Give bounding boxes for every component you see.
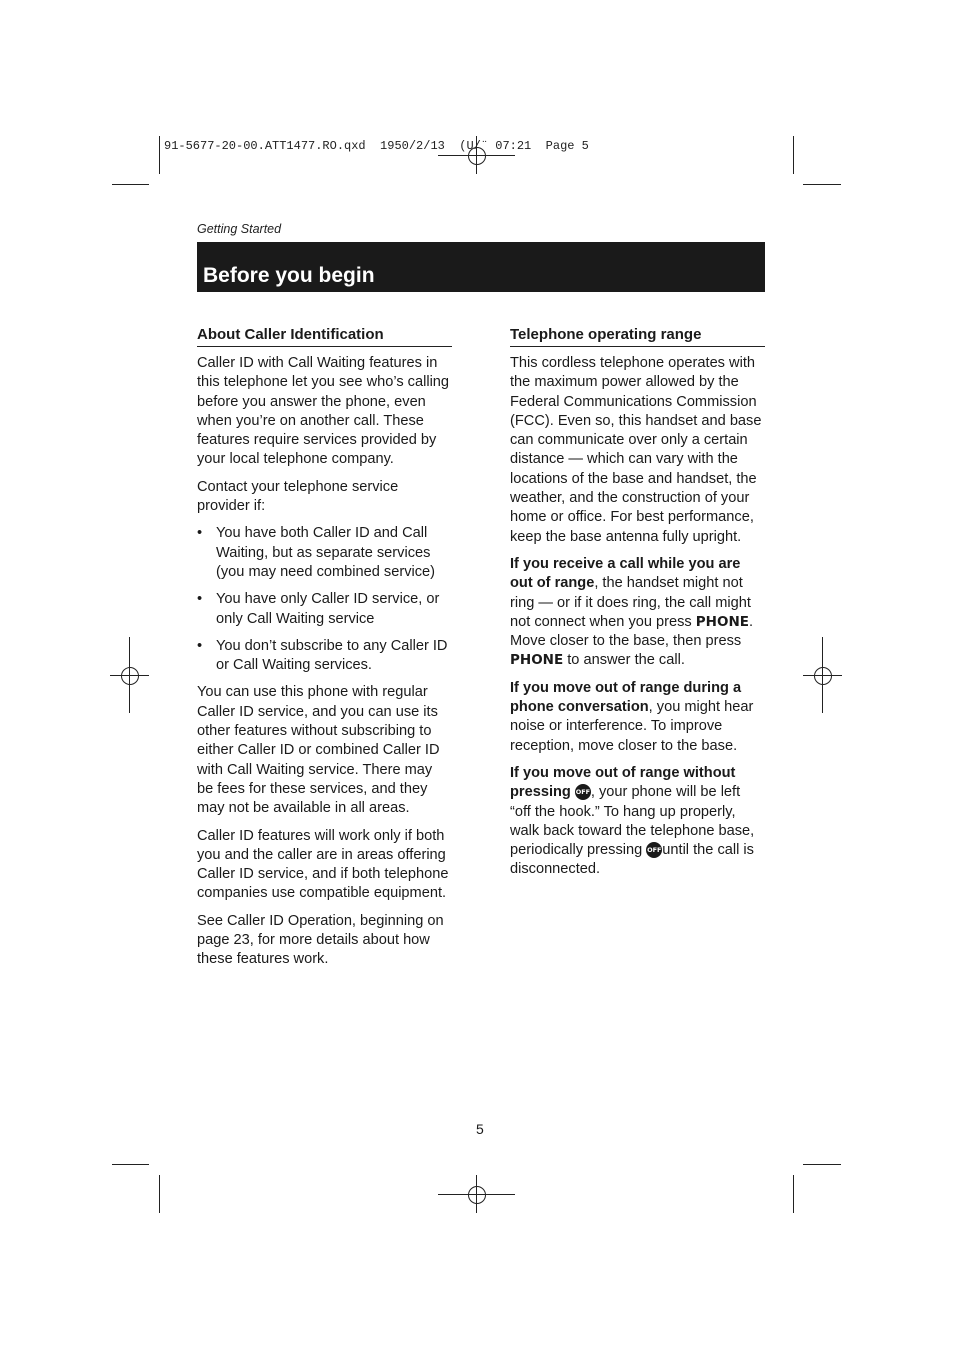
paragraph: If you move out of range without pressing OFF, your phone will be left “off the hook.” To hang up properly, walk back toward the telephone base, periodically pressing OFFuntil the call is disconnected. (510, 764, 755, 878)
crop-mark (793, 1175, 794, 1213)
bold-lead: If you receive a call while you are out of range (510, 555, 741, 592)
phone-key-label: PHONE (510, 652, 564, 669)
registration-target-icon (814, 667, 832, 685)
crop-mark (112, 184, 149, 185)
bold-lead: If you move out of range during a phone conversation (510, 679, 742, 716)
off-button-icon: OFF (646, 842, 662, 858)
registration-target-icon (121, 667, 139, 685)
bullet-list (197, 524, 452, 675)
left-column (197, 325, 452, 978)
crop-mark (803, 1164, 841, 1165)
paragraph: Contact your telephone service provider if: (197, 478, 399, 515)
phone-key-label: PHONE (695, 613, 749, 630)
print-slug: 91-5677-20-00.ATT1477.RO.qxd 1950/2/13 (U/¨ 07:21 Page 5 (164, 139, 589, 153)
list-item: • You have both Caller ID and Call Waiting, but as separate services (you may need combined service) (197, 524, 452, 582)
paragraph: This cordless telephone operates with the maximum power allowed by the Federal Communications Commission (FCC). Even so, this handset and base can communicate over only a certain distance — which can vary with the locations of the base and handset, the weather, and the construction of your home or office. For best performance, keep the base antenna fully upright. (510, 355, 762, 545)
paragraph: If you move out of range during a phone conversation, you might hear noise or interference. To improve reception, move closer to the base. (510, 679, 754, 754)
section-label: Getting Started (197, 222, 282, 236)
crop-mark (803, 184, 841, 185)
page-title: Before you begin (203, 264, 375, 287)
list-item: • You have only Caller ID service, or only Call Waiting service (197, 590, 452, 629)
registration-target-icon (468, 1186, 486, 1204)
crop-mark (159, 1175, 160, 1213)
paragraph: You can use this phone with regular Caller ID service, and you can use its other features without subscribing to either Caller ID or combined Caller ID with Call Waiting service. There may be fees for these services, and they may not be available in all areas. (197, 684, 440, 817)
list-item: • You don’t subscribe to any Caller ID or Call Waiting services. (197, 637, 452, 676)
crop-mark (112, 1164, 149, 1165)
right-column (510, 325, 765, 888)
crop-mark (793, 136, 794, 174)
off-button-icon: OFF (575, 784, 591, 800)
caller-id-heading: About Caller Identification (197, 325, 452, 347)
bold-lead: If you move out of range without pressing (510, 764, 736, 801)
page-number: 5 (476, 1121, 484, 1137)
crop-mark (159, 136, 160, 174)
paragraph: Caller ID features will work only if both you and the caller are in areas offering Caller ID service, and if both telephone companies use compatible equipment. (197, 827, 449, 902)
paragraph: See Caller ID Operation, beginning on page 23, for more details about how these features work. (197, 912, 444, 968)
paragraph: If you receive a call while you are out of range, the handset might not ring — or if it does ring, the call might not connect when you press PHONE. Move closer to the base, then press PHONE to answer the call. (510, 555, 754, 669)
title-banner (197, 242, 765, 292)
paragraph: Caller ID with Call Waiting features in this telephone let you see who’s calling before you answer the phone, even when you’re on another call. These features require services provided by your local telephone company. (197, 355, 450, 468)
operating-range-heading: Telephone operating range (510, 325, 765, 347)
